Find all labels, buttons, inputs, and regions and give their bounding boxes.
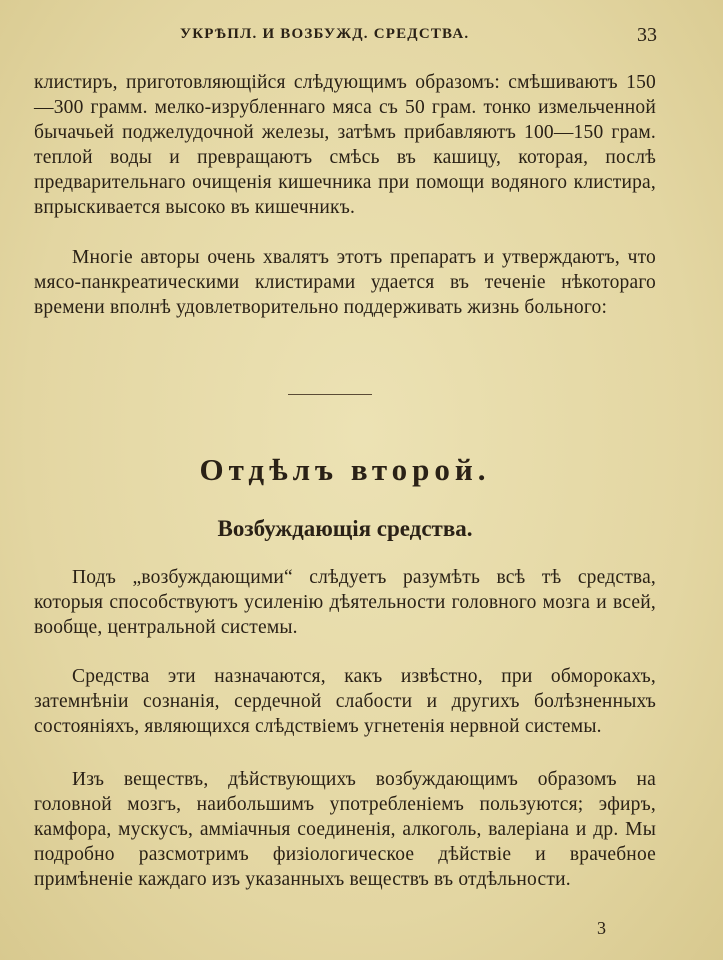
- paragraph-text: клистиръ, приготовляющійся слѣдующимъ образомъ: смѣшиваютъ 150—300 грамм. мелко-изрубленнаго мяса съ 50 грам. тонко измельченной бычачьей поджелудочной железы, затѣмъ прибавляютъ 100—150 грам. теплой воды и превращаютъ смѣсь въ кашицу, которая, послѣ предварительнаго очищенія кишечника при помощи водяного клистира, впрыскивается высоко въ кишечникъ.: [34, 72, 656, 218]
- signature-mark: 3: [597, 918, 606, 938]
- subsection-heading: Возбуждающія средства.: [217, 516, 473, 541]
- paragraph-text: Многіе авторы очень хвалятъ этотъ препаратъ и утверждаютъ, что мясо-панкреатическими клистирами удается въ теченіе нѣкотораго времени вполнѣ удовлетворительно поддерживать жизнь больного:: [34, 247, 656, 318]
- paragraph-definition: [34, 565, 656, 640]
- paragraph-text: Изъ веществъ, дѣйствующихъ возбуждающимъ образомъ на головной мозгъ, наибольшимъ употребленіемъ пользуются; эфиръ, камфора, мускусъ, амміачныя соединенія, алкоголь, валеріана и др. Мы подробно разсмотримъ физіологическое дѣйствіе и врачебное примѣненіе каждаго изъ указанныхъ веществъ въ отдѣльности.: [34, 769, 656, 890]
- paragraph-text: Подъ „возбуждающими“ слѣдуетъ разумѣть всѣ тѣ средства, которыя способствуютъ усиленію дѣятельности головного мозга и всей, вообще, центральной системы.: [34, 567, 656, 638]
- paragraph-substances: [34, 767, 656, 892]
- running-title: УКРѢПЛ. И ВОЗБУЖД. СРЕДСТВА.: [180, 26, 470, 42]
- section-heading: Отдѣлъ второй.: [199, 452, 491, 487]
- paragraph-authors-praise: [34, 245, 656, 320]
- paragraph-indications: [34, 664, 656, 739]
- running-header: [0, 24, 723, 48]
- section-divider: [288, 394, 372, 395]
- page-number: 33: [637, 24, 657, 46]
- paragraph-enema-recipe: [34, 70, 656, 220]
- paragraph-text: Средства эти назначаются, какъ извѣстно, при обморокахъ, затемнѣніи сознанія, сердечной слабости и другихъ болѣзненныхъ состояніяхъ, являющихся слѣдствіемъ угнетенія нервной системы.: [34, 666, 656, 737]
